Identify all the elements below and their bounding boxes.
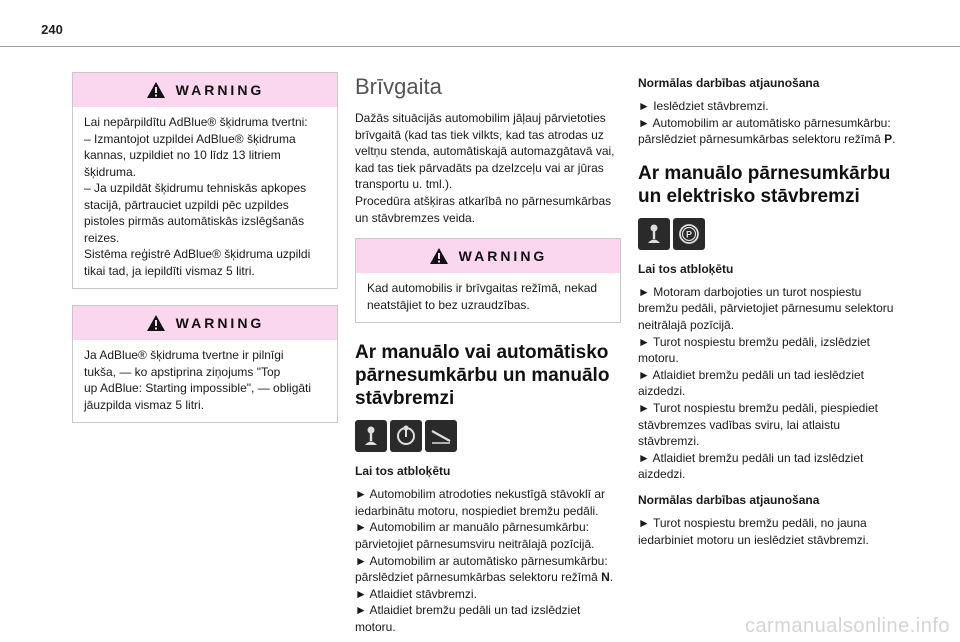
step-line: motoru. <box>638 351 679 366</box>
warning-header <box>73 73 337 107</box>
warning-body <box>73 340 337 422</box>
step-line: ► Automobilim ar automātisko pārnesumkārbu: <box>638 115 891 130</box>
text-line: Procedūra atšķiras atkarībā no pārnesumkārbas <box>355 193 612 208</box>
restore-heading: Normālas darbības atjaunošana <box>638 76 820 90</box>
warning-header <box>73 306 337 340</box>
title-line: un elektrisko stāvbremzi <box>638 185 860 207</box>
warning-line: Lai nepārpildītu AdBlue® šķidruma tvertni: <box>84 115 308 129</box>
warning-line: Sistēma reģistrē AdBlue® šķidruma uzpildi <box>84 247 311 261</box>
step-line: ► Automobilim atrodoties nekustīgā stāvoklī ar <box>355 487 605 502</box>
warning-triangle-icon <box>146 81 166 99</box>
watermark: carmanualsonline.info <box>744 615 950 637</box>
title-line: Ar manuālo vai automātisko <box>355 342 609 364</box>
warning-line: stacijā, pārtrauciet uzpildi pēc uzpildes <box>84 197 289 212</box>
manual-gear-icon <box>355 420 387 452</box>
warning-title: WARNING <box>458 248 548 265</box>
warning-line: neatstājiet to bez uzraudzības. <box>367 297 530 312</box>
step-line: ► Turot nospiestu bremžu pedāli, piespiediet <box>638 400 879 415</box>
step-line: ► Automobilim ar automātisko pārnesumkārbu: <box>355 553 608 568</box>
text-line: Dažās situācijās automobilim jāļauj pārvietoties <box>355 111 606 125</box>
middle-column <box>355 72 621 642</box>
warning-line: kannas, uzpildiet no 10 līdz 13 litriem <box>84 148 281 162</box>
warning-line: up AdBlue: Starting impossible", — obligāti <box>84 381 312 395</box>
transmission-icons <box>355 420 621 452</box>
text-line: veltņu stenda, automātiskajā automazgātavā vai, <box>355 144 615 159</box>
step-line: ► Ieslēdziet stāvbremzi. <box>638 99 769 113</box>
step-line: ► Motoram darbojoties un turot nospiestu <box>638 284 862 299</box>
mode-n: N <box>601 570 610 585</box>
step-line: stāvbremzes vadības sviru, lai atlaistu <box>638 417 841 432</box>
step-line: iedarbiniet motoru un ieslēdziet stāvbremzi. <box>638 532 869 547</box>
step-line: neitrālajā pozīcijā. <box>638 317 735 332</box>
step-text: pārslēdziet pārnesumkārbas selektoru režīmā <box>638 132 885 147</box>
warning-line: Ja AdBlue® šķidruma tvertne ir pilnīgi <box>84 348 284 362</box>
step-line: ► Automobilim ar manuālo pārnesumkārbu: <box>355 520 589 535</box>
warning-line: – Ja uzpildāt šķidrumu tehniskās apkopes <box>84 181 307 195</box>
electric-parking-brake-icon <box>673 218 705 250</box>
mode-p: P <box>884 132 893 147</box>
unlock-subheading: Lai tos atbloķētu <box>638 261 734 276</box>
restore-heading: Normālas darbības atjaunošana <box>638 492 820 507</box>
text-line: kad tas tiek pārvadāts pa dzelzceļu vai ar jūras <box>355 160 604 175</box>
step-line: stāvbremzi. <box>638 434 700 449</box>
warning-title: WARNING <box>175 315 265 331</box>
warning-box-adblue-overfill <box>72 72 338 289</box>
step-line: ► Turot nospiestu bremžu pedāli, izslēdziet <box>638 334 870 349</box>
warning-body <box>356 273 620 322</box>
section-title-electric-parking <box>638 162 906 208</box>
section-title-manual-parking <box>355 341 621 410</box>
warning-line: šķidruma. <box>84 164 137 179</box>
text-line: un stāvbremzes veida. <box>355 210 476 225</box>
warning-triangle-icon <box>429 247 449 265</box>
unlock-subheading: Lai tos atbloķētu <box>355 464 451 479</box>
step-line: motoru. <box>355 619 396 634</box>
unlock-steps <box>355 486 621 635</box>
warning-box-freewheel <box>355 238 621 323</box>
punctuation: . <box>892 132 896 147</box>
warning-line: pistoles pirmās automātiskās izslēgšanās <box>84 214 305 228</box>
step-line: ► Atlaidiet bremžu pedāli un tad izslēdziet <box>355 603 581 618</box>
title-line: Ar manuālo pārnesumkārbu <box>638 162 891 184</box>
step-line: ► Atlaidiet bremžu pedāli un tad ieslēdziet <box>638 367 865 382</box>
page-number: 240 <box>41 22 63 37</box>
freewheel-intro <box>355 110 621 226</box>
warning-triangle-icon <box>146 314 166 332</box>
automatic-gear-icon <box>390 420 422 452</box>
header-divider <box>0 46 960 47</box>
step-text: pārslēdziet pārnesumkārbas selektoru režīmā <box>355 570 602 585</box>
step-line: bremžu pedāli, pārvietojiet pārnesumu selektoru <box>638 301 894 316</box>
step-line: pārvietojiet pārnesumsviru neitrālajā pozīcijā. <box>355 536 595 551</box>
section-title-freewheel: Brīvgaita <box>355 74 442 99</box>
step-line: ► Turot nospiestu bremžu pedāli, no jauna <box>638 515 867 530</box>
right-column <box>638 72 906 554</box>
svg-text:P: P <box>685 229 693 240</box>
step-line: iedarbinātu motoru, nospiediet bremžu pedāli. <box>355 503 599 518</box>
step-line: aizdedzi. <box>638 384 686 399</box>
step-line: aizdedzi. <box>638 467 686 482</box>
warning-line: jāuzpilda vismaz 5 litri. <box>84 397 205 412</box>
text-line: transportu u. tml.). <box>355 177 453 192</box>
warning-line: tukša, — ko apstiprina ziņojums "Top <box>84 364 281 379</box>
punctuation: . <box>609 570 614 585</box>
step-line <box>355 569 621 586</box>
warning-title: WARNING <box>175 82 265 98</box>
parking-lever-icon <box>425 420 457 452</box>
left-column <box>72 72 338 439</box>
title-line: stāvbremzi <box>355 388 455 410</box>
text-line: brīvgaitā (kad tas tiek vilkts, kad tas atrodas uz <box>355 127 604 142</box>
step-line: ► Atlaidiet stāvbremzi. <box>355 586 477 601</box>
warning-line: reizes. <box>84 230 120 245</box>
restore-steps <box>638 98 906 148</box>
title-line: pārnesumkārbu un manuālo <box>355 365 610 387</box>
warning-line: Kad automobilis ir brīvgaitas režīmā, nekad <box>367 281 598 296</box>
warning-header <box>356 239 620 273</box>
step-line <box>638 131 906 148</box>
restore-steps <box>638 515 906 548</box>
transmission-icons <box>638 218 906 250</box>
warning-line: tikai tad, ja iepildīti vismaz 5 litri. <box>84 263 255 278</box>
warning-line: – Izmantojot uzpildei AdBlue® šķidruma <box>84 131 296 146</box>
warning-body <box>73 107 337 288</box>
unlock-steps <box>638 284 906 483</box>
warning-box-adblue-empty <box>72 305 338 423</box>
step-line: ► Atlaidiet bremžu pedāli un tad izslēdziet <box>638 450 864 465</box>
manual-gear-icon <box>638 218 670 250</box>
